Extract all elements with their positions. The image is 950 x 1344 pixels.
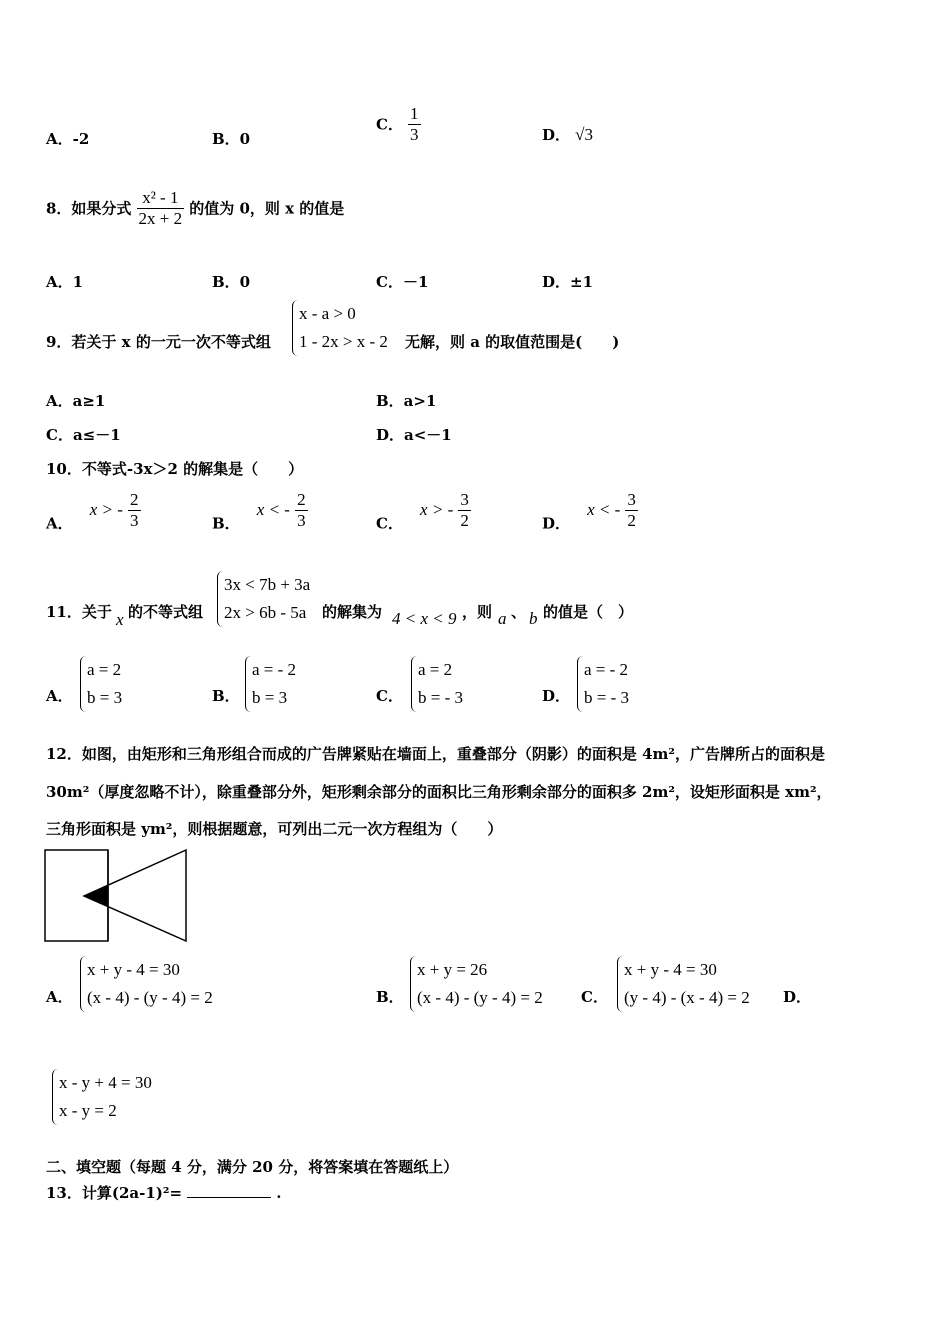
q11-c-line1: a = 2 [418, 660, 453, 679]
q10-b-den: 3 [297, 510, 306, 530]
q10-b-expr: x < - [256, 500, 290, 520]
q8-option-a: A．1 [46, 273, 84, 291]
q11-option-d-system [577, 656, 629, 712]
q12-a-line2: (x - 4) - (y - 4) = 2 [87, 988, 213, 1007]
q11-d-line2: b = - 3 [584, 688, 629, 707]
q12-option-a-label: A． [46, 988, 73, 1006]
q11-prefix: 11．关于 [46, 603, 112, 621]
q8-option-d: D．±1 [542, 273, 594, 291]
q11-c-line2: b = - 3 [418, 688, 463, 707]
q8-prefix: 8．如果分式 [46, 199, 132, 218]
q9-option-c: C．a≤－1 [46, 426, 121, 444]
q12-line1: 12．如图，由矩形和三角形组合而成的广告牌紧贴在墙面上，重叠部分（阴影）的面积是 4m²，广告牌所占的面积是 [46, 745, 825, 763]
q12-line3: 三角形面积是 ym²，则根据题意，可列出二元一次方程组为（ ） [46, 820, 503, 838]
q11-option-c-label: C． [376, 687, 403, 705]
q7-option-c-fraction [408, 104, 421, 144]
q13 [46, 1182, 281, 1203]
q9-line2: 1 - 2x > x - 2 [299, 332, 388, 351]
q11-var-b: b [529, 609, 538, 628]
q10-d-num: 3 [627, 490, 636, 509]
q13-answer-blank[interactable] [187, 1183, 271, 1198]
q12-option-d-system [52, 1069, 152, 1125]
q8-option-b: B．0 [212, 273, 251, 291]
q10-stem: 10．不等式-3x＞2 的解集是（ ） [46, 460, 304, 478]
billboard-figure [44, 848, 190, 944]
q12-d-line2: x - y = 2 [59, 1101, 117, 1120]
q11-range: 4 < x < 9 [392, 609, 457, 628]
q8-stem [46, 188, 344, 228]
q9-system [292, 300, 388, 356]
q10-a-label: A． [46, 514, 73, 533]
q11-then: ，则 [462, 603, 493, 621]
q9-line1: x - a > 0 [299, 304, 356, 323]
q7-option-a: A．-2 [46, 130, 90, 148]
q7-option-d-label: D． [542, 126, 571, 144]
q10-c-expr: x > - [420, 500, 454, 520]
q10-c-label: C． [376, 514, 403, 533]
q10-c-frac [458, 490, 471, 530]
q10-a-num: 2 [130, 490, 139, 509]
q10-b-num: 2 [297, 490, 306, 509]
q7-c-num: 1 [410, 104, 419, 123]
q13-stem: 13．计算(2a-1)²= [46, 1184, 183, 1202]
q10-d-label: D． [542, 514, 571, 533]
q10-d-den: 2 [627, 510, 636, 530]
q12-option-d-label: D． [783, 988, 812, 1006]
q11-b-line1: a = - 2 [252, 660, 297, 679]
q11-a-line2: b = 3 [87, 688, 123, 707]
q11-a-line1: a = 2 [87, 660, 122, 679]
q10-a-den: 3 [130, 510, 139, 530]
q9-option-b: B．a>1 [376, 392, 437, 410]
q13-end: . [276, 1184, 282, 1202]
q12-c-line2: (y - 4) - (x - 4) = 2 [624, 988, 750, 1007]
q8-den: 2x + 2 [138, 208, 183, 228]
q11-var-x: x [116, 610, 124, 629]
q11-var-a: a [498, 609, 507, 628]
q11-option-a-label: A． [46, 687, 73, 705]
q11-mid: 的不等式组 [128, 603, 204, 621]
q7-option-c-label: C． [376, 115, 403, 134]
q12-option-a-system [80, 956, 213, 1012]
q10-option-a [46, 490, 141, 534]
q11-option-c-system [411, 656, 463, 712]
q8-option-c: C．－1 [376, 273, 429, 291]
q12-d-line1: x - y + 4 = 30 [59, 1073, 152, 1092]
q9-option-a: A．a≥1 [46, 392, 106, 410]
q11-b-line2: b = 3 [252, 688, 288, 707]
q11-system [217, 571, 310, 627]
q10-c-den: 2 [460, 510, 469, 530]
q10-d-frac [625, 490, 638, 530]
q11-suffix: 的值是（ ） [543, 603, 634, 621]
q12-option-b-label: B． [376, 988, 404, 1006]
q11-option-b-system [245, 656, 296, 712]
q10-option-c [376, 490, 471, 534]
q7-c-den: 3 [410, 124, 419, 144]
q12-option-b-system [410, 956, 543, 1012]
q11-d-line1: a = - 2 [584, 660, 629, 679]
q10-option-b [212, 490, 308, 534]
q11-option-a-system [80, 656, 122, 712]
q7-option-d-value: √3 [575, 125, 593, 144]
q7-option-b: B．0 [212, 130, 251, 148]
q11-sep: 、 [511, 603, 527, 621]
q11-option-d-label: D． [542, 687, 571, 705]
q11-line2: 2x > 6b - 5a [224, 603, 307, 622]
q8-num: x² - 1 [142, 188, 179, 207]
q10-a-frac [128, 490, 141, 530]
q10-a-expr: x > - [89, 500, 123, 520]
q7-option-d [542, 124, 593, 145]
q12-b-line1: x + y = 26 [417, 960, 488, 979]
q12-line2: 30m²（厚度忽略不计），除重叠部分外，矩形剩余部分的面积比三角形剩余部分的面积多 2m²，设矩形面积是 xm²， [46, 783, 832, 801]
q12-b-line2: (x - 4) - (y - 4) = 2 [417, 988, 543, 1007]
q9-suffix: 无解，则 a 的取值范围是( ) [405, 333, 620, 351]
q12-c-line1: x + y - 4 = 30 [624, 960, 717, 979]
q11-line1: 3x < 7b + 3a [224, 575, 311, 594]
q9-option-d: D．a<－1 [376, 426, 452, 444]
q8-fraction [137, 188, 185, 228]
q9-prefix: 9．若关于 x 的一元一次不等式组 [46, 333, 271, 351]
q10-b-label: B． [212, 514, 240, 533]
section2-title: 二、填空题（每题 4 分，满分 20 分，将答案填在答题纸上） [46, 1158, 459, 1176]
q11-mid2: 的解集为 [322, 603, 383, 621]
q7-option-c [376, 104, 421, 144]
q8-suffix: 的值为 0，则 x 的值是 [189, 199, 345, 218]
q10-d-expr: x < - [587, 500, 621, 520]
q12-option-c-system [617, 956, 750, 1012]
q12-a-line1: x + y - 4 = 30 [87, 960, 180, 979]
q11-option-b-label: B． [212, 687, 240, 705]
q10-b-frac [295, 490, 308, 530]
q10-option-d [542, 490, 638, 534]
q12-option-c-label: C． [581, 988, 608, 1006]
q10-c-num: 3 [460, 490, 469, 509]
